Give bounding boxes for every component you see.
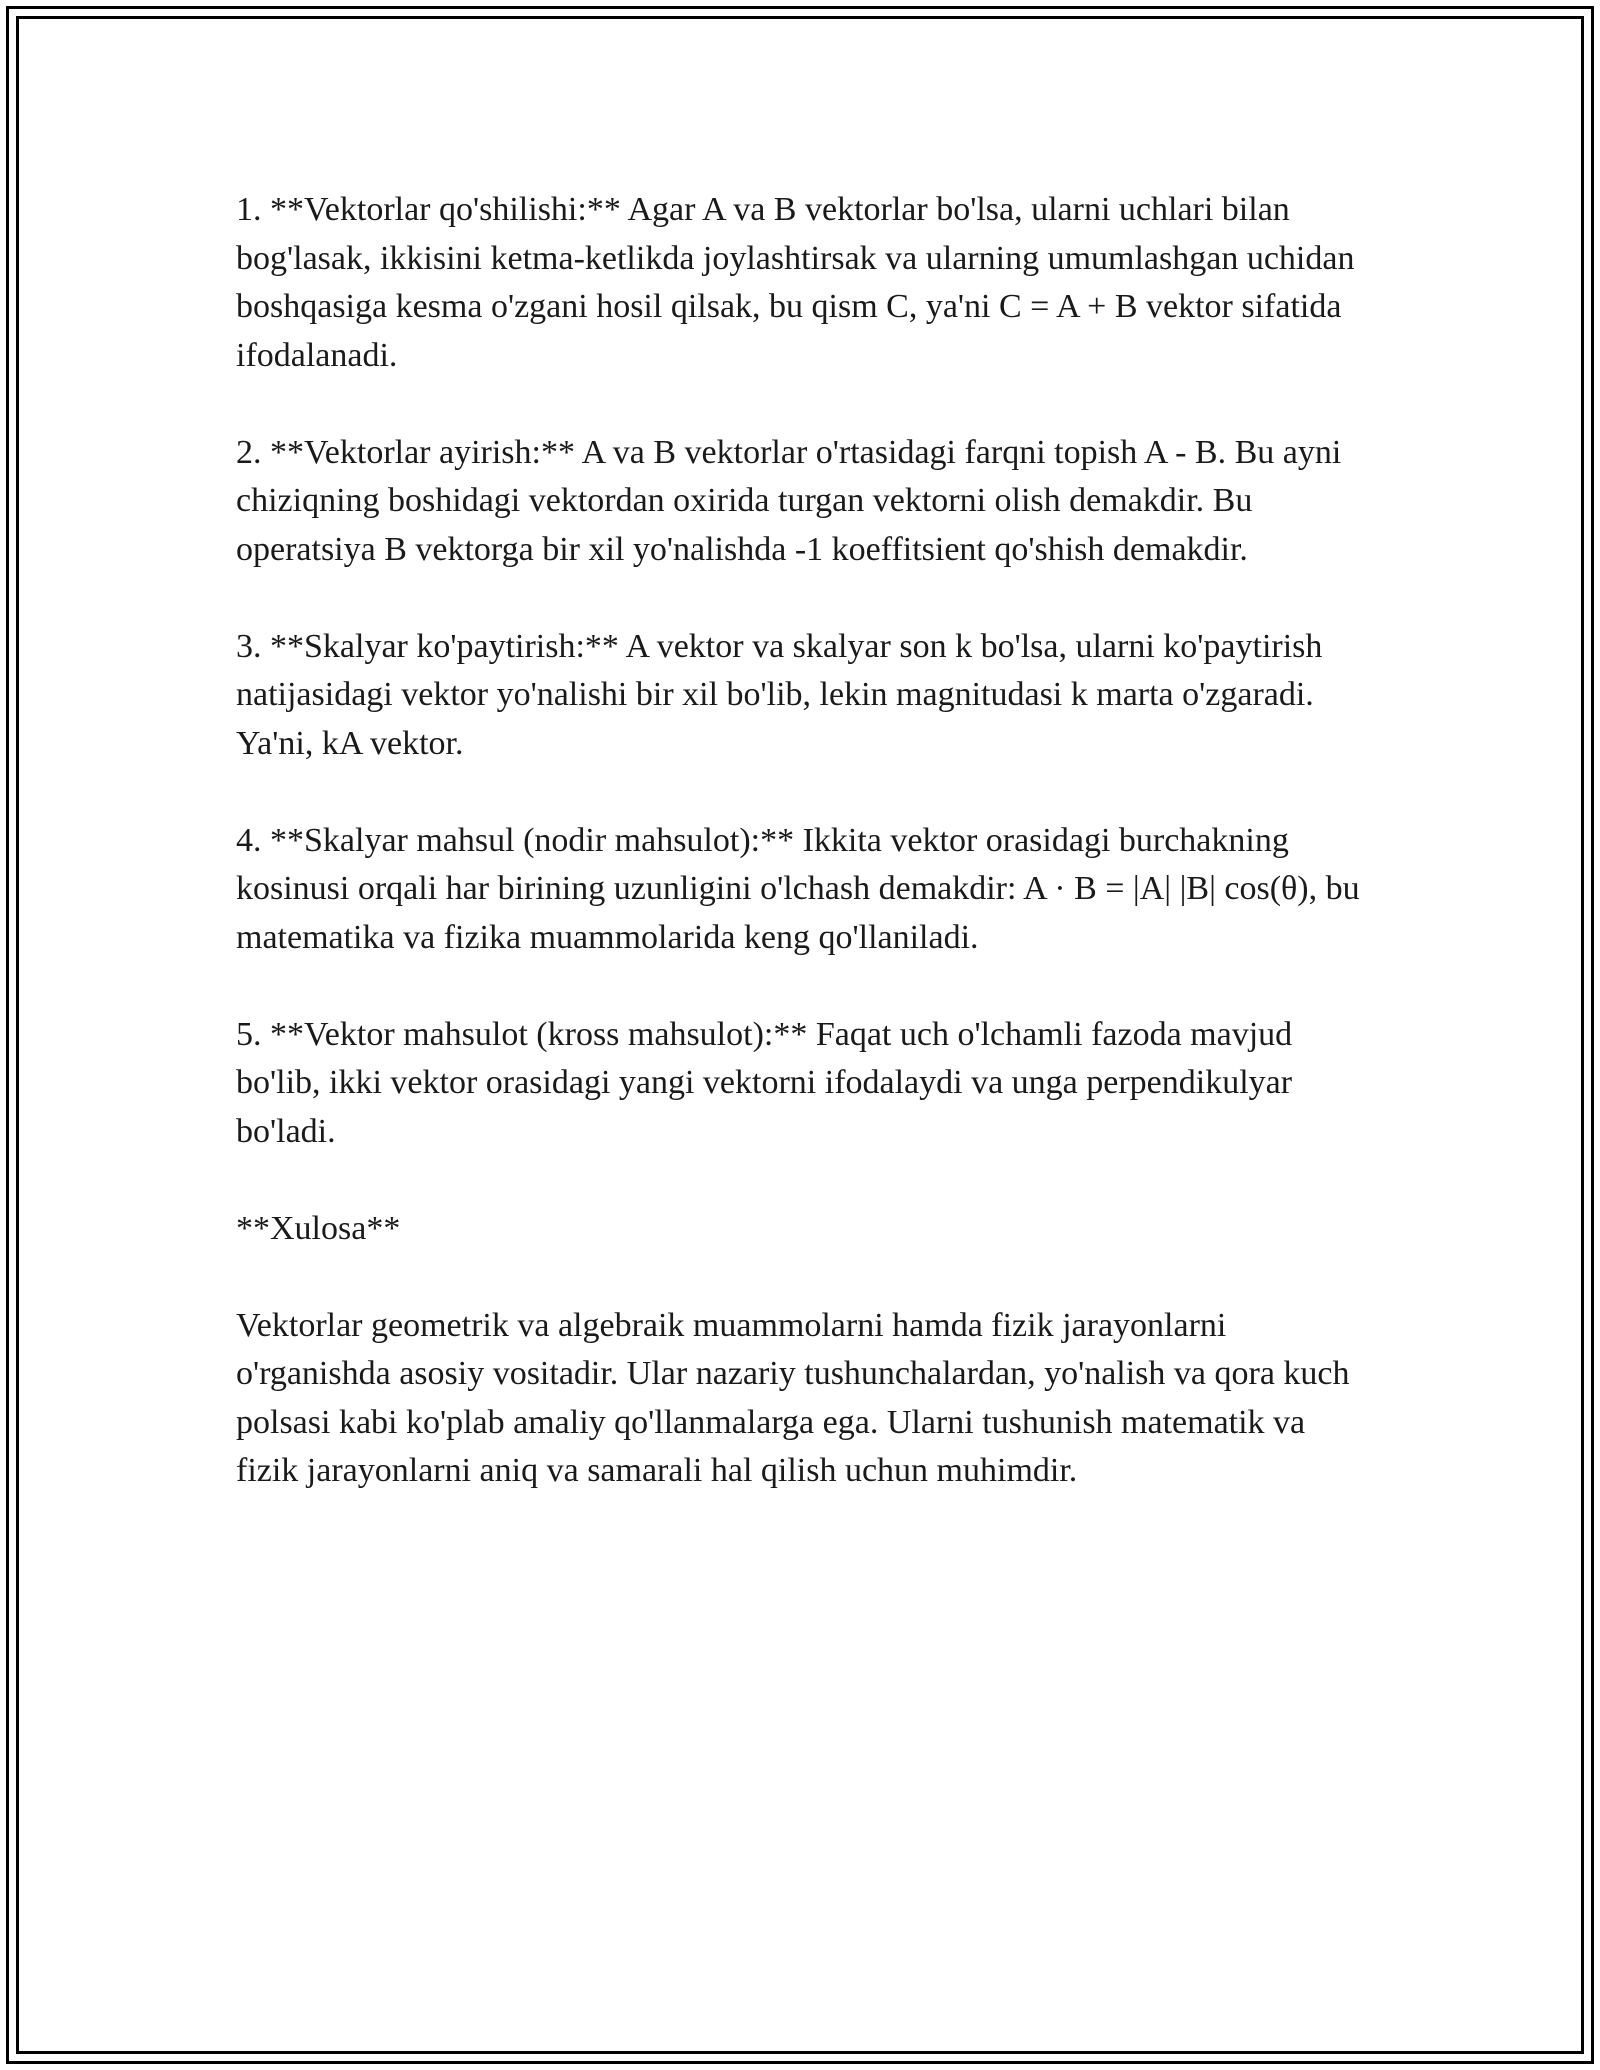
paragraph-scalar-multiplication: 3. **Skalyar ko'paytirish:** A vektor va skalyar son k bo'lsa, ularni ko'paytirish natijasidagi vektor yo'nalishi bir xil bo'lib, lekin magnitudasi k marta o'zgaradi. Ya'ni, kA vektor. <box>236 627 1323 762</box>
paragraph-vector-subtraction: 2. **Vektorlar ayirish:** A va B vektorlar o'rtasidagi farqni topish A - B. Bu ayni chiziqning boshidagi vektordan oxirida turgan vektorni olish demakdir. Bu operatsiya B vektorga bir xil yo'nalishda -1 koeffitsient qo'shish demakdir. <box>236 433 1342 568</box>
document-body <box>236 186 1366 1496</box>
paragraph-cross-product: 5. **Vektor mahsulot (kross mahsulot):** Faqat uch o'lchamli fazoda mavjud bo'lib, ikki vektor orasidagi yangi vektorni ifodalaydi va unga perpendikulyar bo'ladi. <box>236 1015 1293 1150</box>
paragraph-dot-product: 4. **Skalyar mahsul (nodir mahsulot):** Ikkita vektor orasidagi burchakning kosinusi orqali har birining uzunligini o'lchash demakdir: A · B = |A| |B| cos(θ), bu matematika va fizika muammolarida keng qo'llaniladi. <box>236 821 1360 956</box>
conclusion-heading: **Xulosa** <box>236 1209 401 1247</box>
paragraph-conclusion: Vektorlar geometrik va algebraik muammolarni hamda fizik jarayonlarni o'rganishda asosiy vositadir. Ular nazariy tushunchalardan, yo'nalish va qora kuch polsasi kabi ko'plab amaliy qo'llanmalarga ega. Ularni tushunish matematik va fizik jarayonlarni aniq va samarali hal qilish uchun muhimdir. <box>236 1306 1350 1489</box>
paragraph-vector-addition: 1. **Vektorlar qo'shilishi:** Agar A va B vektorlar bo'lsa, ularni uchlari bilan bog'lasak, ikkisini ketma-ketlikda joylashtirsak va ularning umumlashgan uchidan boshqasiga kesma o'zgani hosil qilsak, bu qism C, ya'ni C = A + B vektor sifatida ifodalanadi. <box>236 191 1355 374</box>
